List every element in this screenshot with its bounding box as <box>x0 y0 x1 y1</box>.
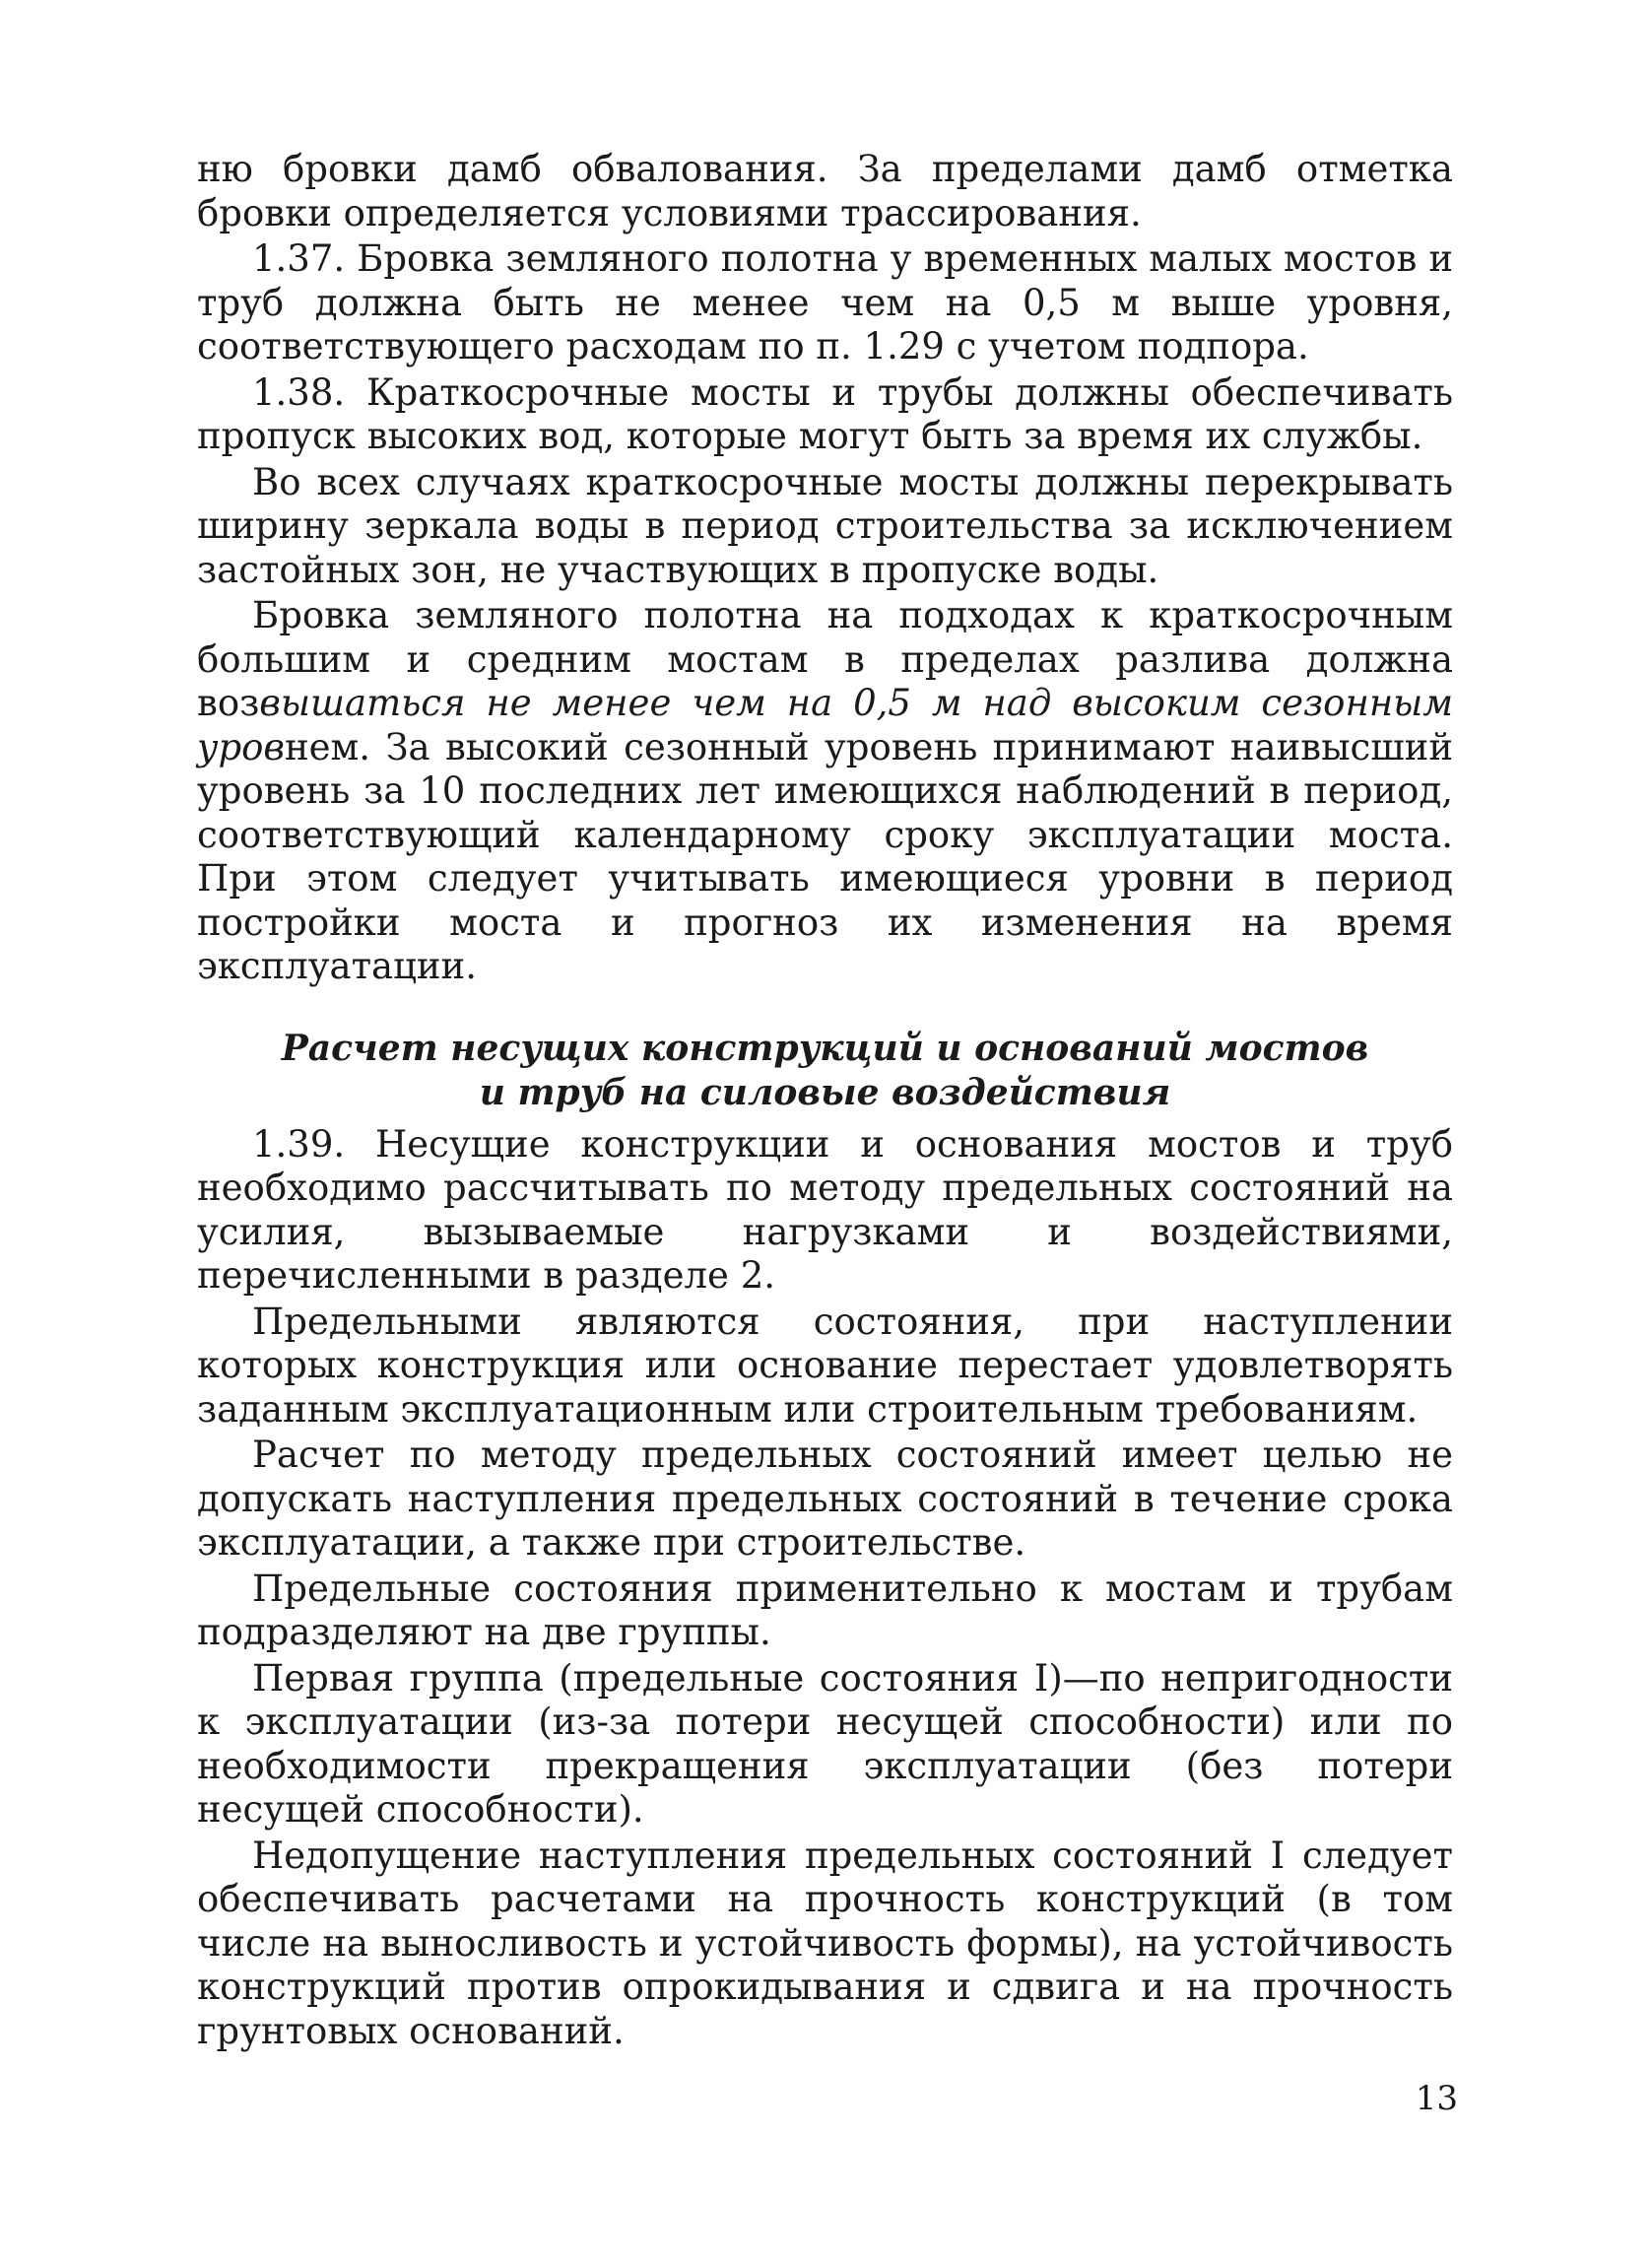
page-body <box>197 148 1453 2053</box>
paragraph-1-39: 1.39. Несущие конструкции и основания мостов и труб необходимо рассчитывать по методу предельных состояний на усилия, вызываемые нагрузками и воздействиями, перечисленными в разделе 2. <box>197 1122 1453 1297</box>
paragraph-text-end: нем. За высокий сезонный уровень принимают наивысший уровень за 10 последних лет имеющихся наблюдений в период, соответствующий календарному сроку эксплуатации моста. При этом следует учитывать имеющиеся уровни в период постройки моста и прогноз их изменения на время эксплуатации. <box>197 725 1453 987</box>
section-heading <box>197 1027 1453 1115</box>
paragraph-text-start: Бровка земляного полотна на подходах к краткосрочным большим и средним мостам в пределах разлива должна воз <box>197 594 1453 724</box>
paragraph-short-term-bridges: Во всех случаях краткосрочные мосты должны перекрывать ширину зеркала воды в период строительства за исключением застойных зон, не участвующих в пропуске воды. <box>197 460 1453 591</box>
paragraph-embankment-edge <box>197 594 1453 989</box>
section-heading-line-1: Расчет несущих конструкций и оснований мостов <box>281 1027 1369 1069</box>
paragraph-prevention: Недопущение наступления предельных состояний I следует обеспечивать расчетами на прочность конструкций (в том числе на выносливость и устойчивость формы), на устойчивость конструкций против опрокидывания и сдвига и на прочность грунтовых оснований. <box>197 1834 1453 2052</box>
section-heading-line-2: и труб на силовые воздействия <box>479 1071 1171 1113</box>
paragraph-text-italic: вышаться не менее чем на 0,5 м над высоким сезонным уров <box>197 682 1453 768</box>
paragraph-1-38: 1.38. Краткосрочные мосты и трубы должны обеспечивать пропуск высоких вод, которые могут быть за время их службы. <box>197 370 1453 457</box>
paragraph-calculation-purpose: Расчет по методу предельных состояний имеет целью не допускать наступления предельных состояний в течение срока эксплуатации, а также при строительстве. <box>197 1434 1453 1564</box>
paragraph-1-37: 1.37. Бровка земляного полотна у временных малых мостов и труб должна быть не менее чем на 0,5 м выше уровня, соответствующего расходам по п. 1.29 с учетом подпора. <box>197 237 1453 367</box>
paragraph-limit-states-definition: Предельными являются состояния, при наступлении которых конструкция или основание перестает удовлетворять заданным эксплуатационным или строительным требованиям. <box>197 1300 1453 1431</box>
paragraph-two-groups: Предельные состояния применительно к мостам и трубам подразделяют на две группы. <box>197 1567 1453 1653</box>
paragraph-first-group: Первая группа (предельные состояния I)—по непригодности к эксплуатации (из-за потери несущей способности) или по необходимости прекращения эксплуатации (без потери несущей способности). <box>197 1656 1453 1831</box>
page-number: 13 <box>1415 2079 1458 2118</box>
paragraph-continuation: ню бровки дамб обвалования. За пределами дамб отметка бровки определяется условиями трассирования. <box>197 148 1453 234</box>
